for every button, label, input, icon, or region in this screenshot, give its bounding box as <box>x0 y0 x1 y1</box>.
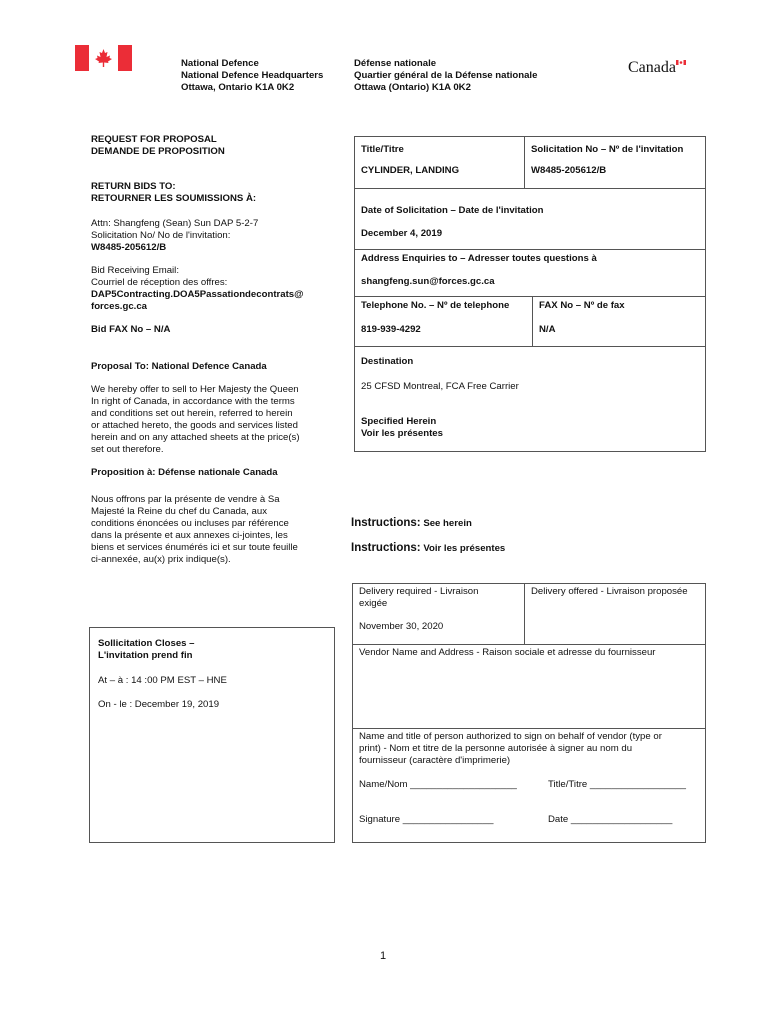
authorized-line: fournisseur (caractère d'imprimerie) <box>359 755 511 766</box>
offer-fr-line: dans la présente et aux annexes ci-jointes, les <box>91 530 288 541</box>
instructions-en-label: Instructions: <box>351 517 421 529</box>
date-of-solicitation-label: Date of Solicitation – Date de l'invitation <box>361 205 544 216</box>
rfp-title <box>91 134 225 158</box>
title-divider <box>524 136 525 188</box>
phone-divider <box>532 296 533 346</box>
specified-herein <box>361 416 443 440</box>
offer-en-line: set out therefore. <box>91 444 164 455</box>
canada-wordmark <box>628 59 676 77</box>
row-divider <box>352 644 706 645</box>
title-value: CYLINDER, LANDING <box>361 165 460 176</box>
title-label: Title/Titre <box>361 144 404 155</box>
title-field[interactable]: Title/Titre __________________ <box>548 779 686 790</box>
authorized-line: print) - Nom et titre de la personne autorisée à signer au nom du <box>359 743 633 754</box>
offer-en-line: herein and on any attached sheets at the price(s) <box>91 432 300 443</box>
date-field[interactable]: Date ___________________ <box>548 814 673 825</box>
row-divider <box>354 296 706 297</box>
solicitation-no-value: W8485-205612/B <box>91 242 167 253</box>
offer-en-line: We hereby offer to sell to Her Majesty the Queen <box>91 384 299 395</box>
page-number: 1 <box>380 950 387 962</box>
header-en-line: National Defence Headquarters <box>181 70 324 81</box>
wordmark-flag-icon <box>676 60 686 65</box>
proposition-heading: Proposition à: Défense nationale Canada <box>91 467 278 478</box>
closing-title-en: Sollicitation Closes – <box>98 638 195 649</box>
offer-fr-line: conditions énoncées ou incluses par référence <box>91 518 289 529</box>
solicitation-value: W8485-205612/B <box>531 165 607 176</box>
offer-fr-line: Nous offrons par la présente de vendre à Sa <box>91 494 280 505</box>
row-divider <box>354 346 706 347</box>
offer-en-line: and conditions set out herein, referred to herein <box>91 408 293 419</box>
return-bids <box>91 181 256 205</box>
offer-en-line: In right of Canada, in accordance with the terms <box>91 396 295 407</box>
telephone-label: Telephone No. – Nº de telephone <box>361 300 510 311</box>
header-fr-line: Quartier général de la Défense nationale <box>354 70 538 81</box>
instructions-en-value: See herein <box>423 518 472 529</box>
solicitation-no-label: Solicitation No/ No de l'invitation: <box>91 230 231 241</box>
telephone-value: 819-939-4292 <box>361 324 421 335</box>
header-en-line: Ottawa, Ontario K1A 0K2 <box>181 82 295 93</box>
bid-email-label: Courriel de réception des offres: <box>91 277 228 288</box>
delivery-divider <box>524 583 525 644</box>
destination-value: 25 CFSD Montreal, FCA Free Carrier <box>361 381 519 392</box>
return-address <box>91 218 258 254</box>
offer-english <box>91 384 300 456</box>
name-field[interactable]: Name/Nom ____________________ <box>359 779 517 790</box>
return-bids-en: RETURN BIDS TO: <box>91 181 176 192</box>
offer-en-line: or attached hereto, the goods and services listed <box>91 420 298 431</box>
row-divider <box>352 728 706 729</box>
instructions-fr-value: Voir les présentes <box>423 543 506 554</box>
delivery-required-line: Delivery required - Livraison <box>359 586 479 597</box>
attn-line: Attn: Shangfeng (Sean) Sun DAP 5-2-7 <box>91 218 259 229</box>
header-fr-line: Défense nationale <box>354 58 437 69</box>
row-divider <box>354 188 706 189</box>
instructions-fr-label: Instructions: <box>351 542 421 554</box>
return-bids-fr: RETOURNER LES SOUMISSIONS À: <box>91 193 257 204</box>
specified-en: Specified Herein <box>361 416 437 427</box>
signature-field[interactable]: Signature _________________ <box>359 814 494 825</box>
closing-time: At – à : 14 :00 PM EST – HNE <box>98 675 227 686</box>
bid-email-link[interactable]: forces.gc.ca <box>91 301 147 312</box>
bid-fax: Bid FAX No – N/A <box>91 324 171 335</box>
fax-label: FAX No – Nº de fax <box>539 300 625 311</box>
delivery-offered-label: Delivery offered - Livraison proposée <box>531 586 688 597</box>
header-french <box>354 58 537 94</box>
enquiries-label: Address Enquiries to – Adresser toutes questions à <box>361 253 597 264</box>
offer-fr-line: biens et services énumérés ici et sur toute feuille <box>91 542 298 553</box>
bid-email-link[interactable]: DAP5Contracting.DOA5Passationdecontrats@ <box>91 289 304 300</box>
instructions-fr <box>351 542 505 554</box>
authorized-line: Name and title of person authorized to sign on behalf of vendor (type or <box>359 731 662 742</box>
fax-value: N/A <box>539 324 556 335</box>
bid-email-label: Bid Receiving Email: <box>91 265 179 276</box>
canada-wordmark-text: Canada <box>628 59 676 76</box>
instructions-en <box>351 517 472 529</box>
specified-fr: Voir les présentes <box>361 428 443 439</box>
offer-fr-line: Majesté la Reine du chef du Canada, aux <box>91 506 267 517</box>
closing-date: On - le : December 19, 2019 <box>98 699 220 710</box>
destination-label: Destination <box>361 356 414 367</box>
closing-title <box>98 638 195 662</box>
rfp-title-en: REQUEST FOR PROPOSAL <box>91 134 217 145</box>
delivery-required-line: exigée <box>359 598 388 609</box>
delivery-date: November 30, 2020 <box>359 621 444 632</box>
solicitation-info-box <box>354 136 706 452</box>
row-divider <box>354 249 706 250</box>
bid-email-block <box>91 265 303 313</box>
header-fr-line: Ottawa (Ontario) K1A 0K2 <box>354 82 471 93</box>
rfp-title-fr: DEMANDE DE PROPOSITION <box>91 146 225 157</box>
header-english <box>181 58 323 94</box>
offer-fr-line: ci-annexée, au(x) prix indique(s). <box>91 554 231 565</box>
closing-title-fr: L'invitation prend fin <box>98 650 193 661</box>
authorized-person-label <box>359 731 662 767</box>
offer-french <box>91 494 298 566</box>
vendor-name-address-label: Vendor Name and Address - Raison sociale et adresse du fournisseur <box>359 647 656 658</box>
proposal-to: Proposal To: National Defence Canada <box>91 361 267 372</box>
enquiries-email-link[interactable]: shangfeng.sun@forces.gc.ca <box>361 276 495 287</box>
header-en-line: National Defence <box>181 58 259 69</box>
canada-flag-icon <box>75 45 132 71</box>
delivery-required-label <box>359 586 478 610</box>
date-of-solicitation-value: December 4, 2019 <box>361 228 443 239</box>
solicitation-label: Solicitation No – Nº de l'invitation <box>531 144 684 155</box>
